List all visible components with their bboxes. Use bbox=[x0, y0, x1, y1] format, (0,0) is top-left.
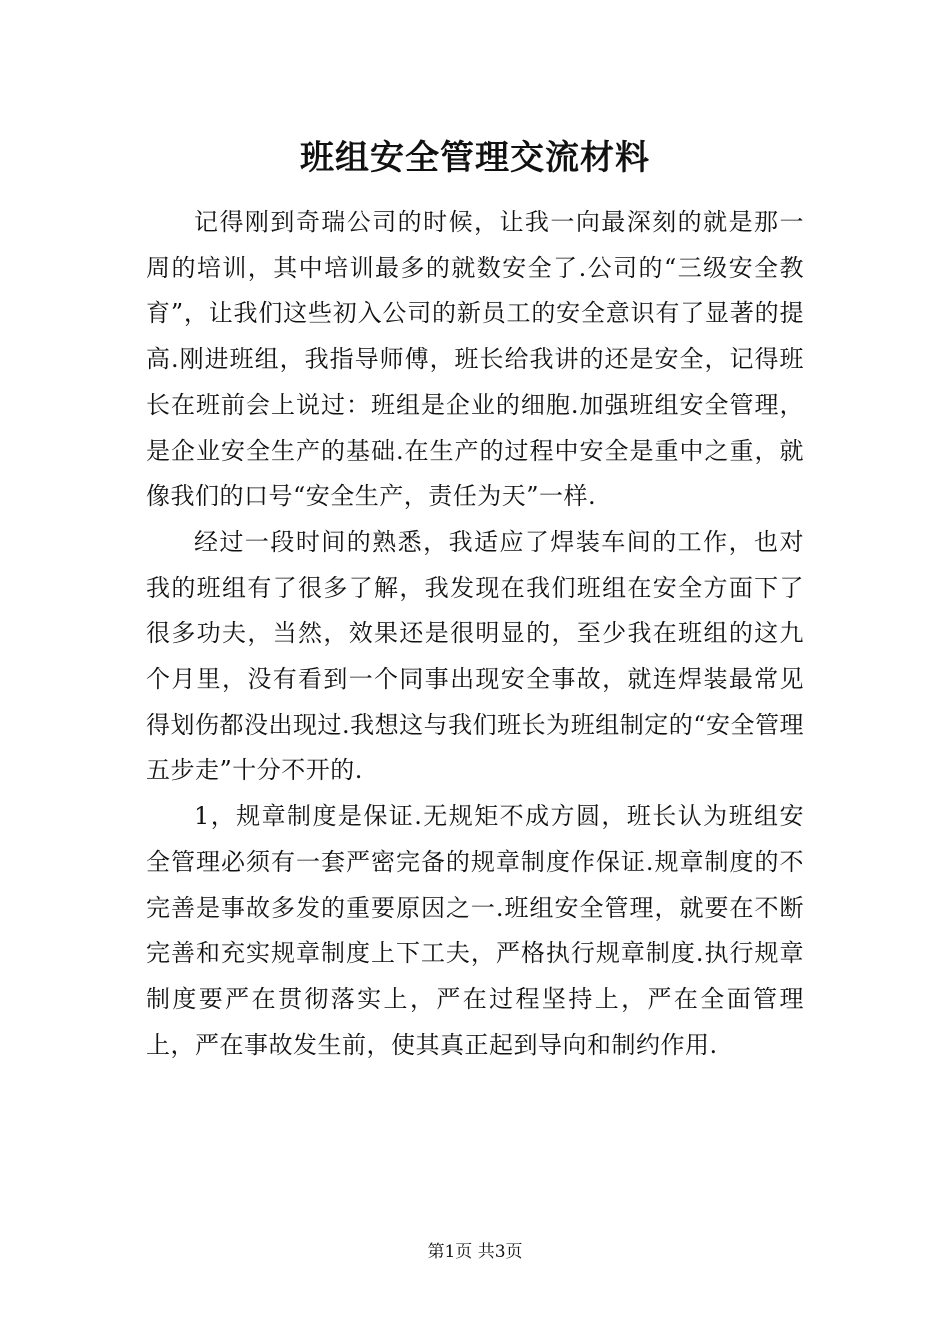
paragraph-3: 1，规章制度是保证.无规矩不成方圆，班长认为班组安全管理必须有一套严密完备的规章制度作保证.规章制度的不完善是事故多发的重要原因之一.班组安全管理，就要在不断完善和充实规章制度上下工夫，严格执行规章制度.执行规章制度要严在贯彻落实上，严在过程坚持上，严在全面管理上，严在事故发生前，使其真正起到导向和制约作用. bbox=[146, 802, 804, 1059]
document-body bbox=[146, 200, 804, 1068]
document-title: 班组安全管理交流材料 bbox=[300, 138, 650, 178]
paragraph-2: 经过一段时间的熟悉，我适应了焊装车间的工作，也对我的班组有了很多了解，我发现在我们班组在安全方面下了很多功夫，当然，效果还是很明显的，至少我在班组的这九个月里，没有看到一个同事出现安全事故，就连焊装最常见得划伤都没出现过.我想这与我们班长为班组制定的“安全管理五步走”十分不开的. bbox=[146, 527, 804, 785]
paragraph-1: 记得刚到奇瑞公司的时候，让我一向最深刻的就是那一周的培训，其中培训最多的就数安全了.公司的“三级安全教育”，让我们这些初入公司的新员工的安全意识有了显著的提高.刚进班组，我指导师傅，班长给我讲的还是安全，记得班长在班前会上说过：班组是企业的细胞.加强班组安全管理，是企业安全生产的基础.在生产的过程中安全是重中之重，就像我们的口号“安全生产，责任为天”一样. bbox=[146, 208, 804, 511]
page-footer: 第1页 共3页 bbox=[427, 1242, 523, 1262]
